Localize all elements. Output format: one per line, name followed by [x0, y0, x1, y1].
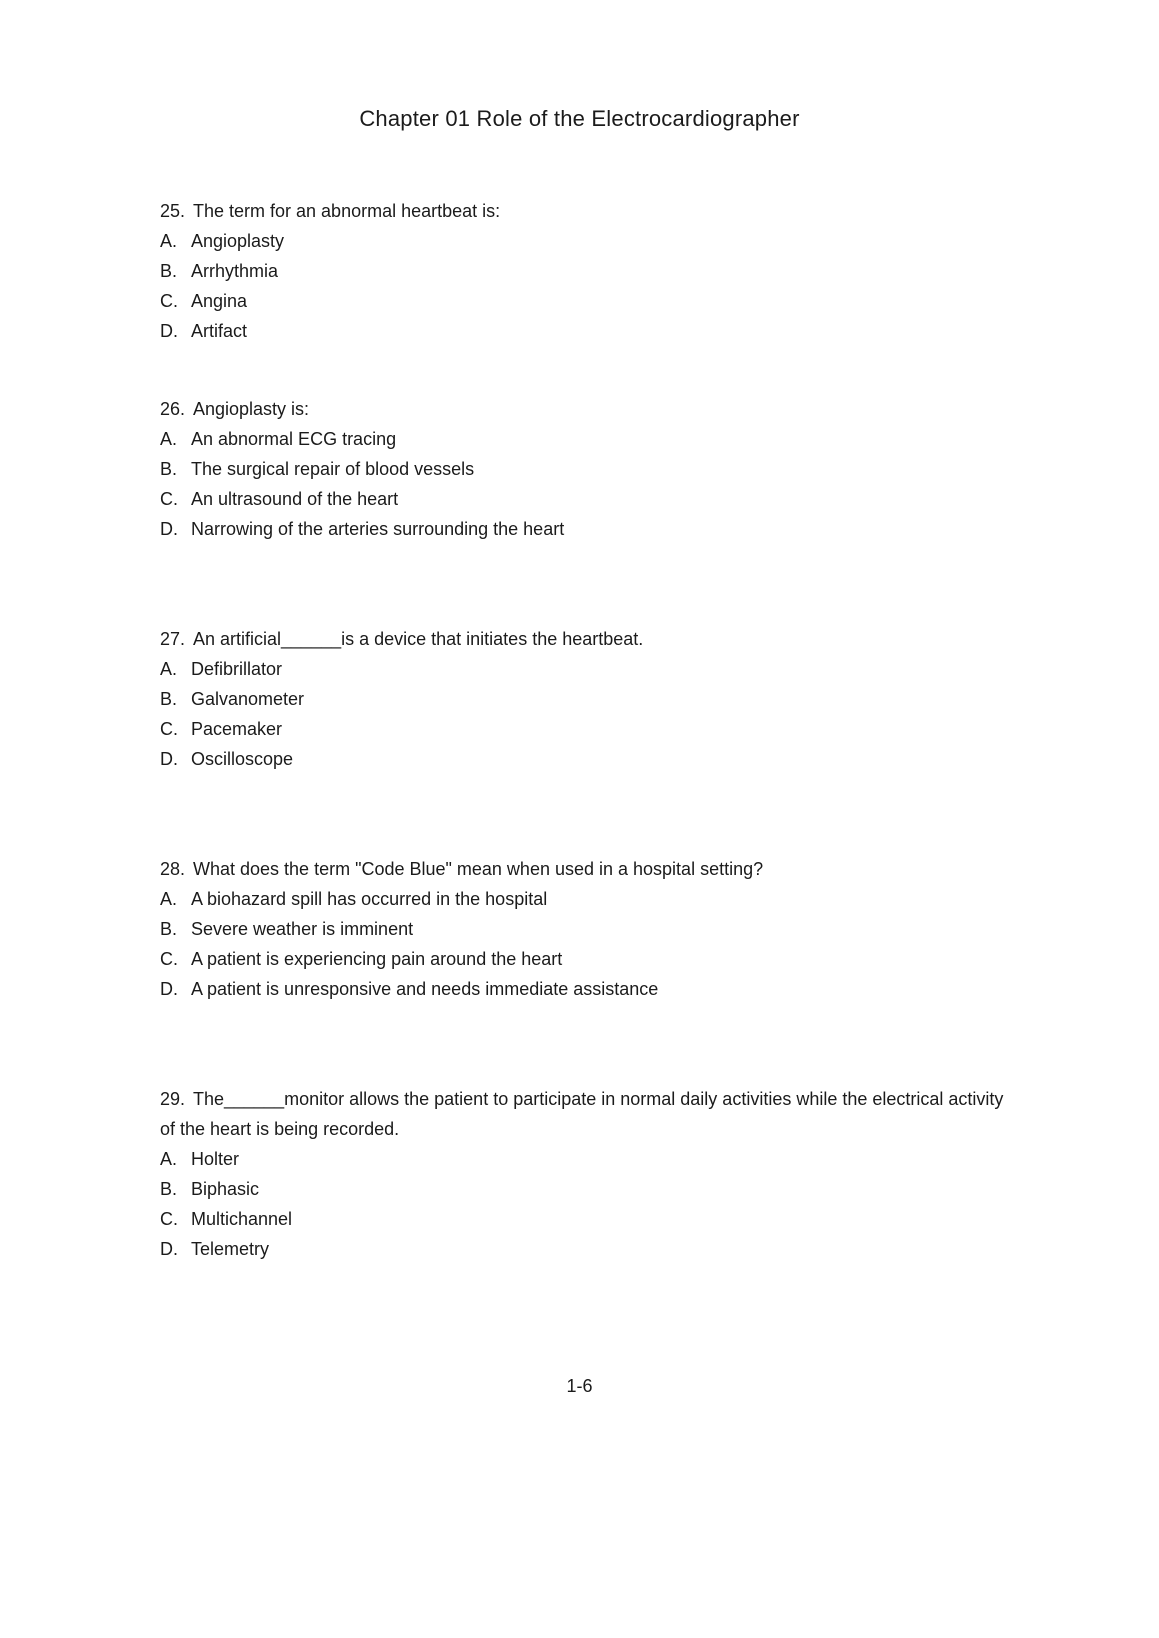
option-text: Angioplasty: [191, 231, 285, 251]
option-label: C.: [160, 489, 178, 509]
option-label: A.: [160, 659, 178, 679]
answer-option: [160, 914, 1005, 944]
option-label: C.: [160, 1209, 178, 1229]
question-number: 25.: [160, 201, 186, 221]
option-text: Galvanometer: [191, 689, 305, 709]
option-text: A biohazard spill has occurred in the hospital: [191, 889, 548, 909]
answer-option: [160, 744, 1005, 774]
option-label: D.: [160, 1239, 178, 1259]
answer-option: [160, 654, 1005, 684]
option-text: Defibrillator: [191, 659, 283, 679]
option-label: C.: [160, 719, 178, 739]
option-text: An abnormal ECG tracing: [191, 429, 397, 449]
question-text: The______monitor allows the patient to participate in normal daily activities while the electrical activity of the heart is being recorded.: [160, 1089, 1004, 1139]
answer-option: [160, 974, 1005, 1004]
answer-option: [160, 424, 1005, 454]
option-label: B.: [160, 1179, 178, 1199]
option-label: A.: [160, 1149, 178, 1169]
answer-option: [160, 714, 1005, 744]
option-label: D.: [160, 519, 178, 539]
option-text: Severe weather is imminent: [191, 919, 414, 939]
option-text: Arrhythmia: [191, 261, 279, 281]
answer-option: [160, 1204, 1005, 1234]
answer-option: [160, 684, 1005, 714]
question-28: [160, 854, 1005, 1004]
question-text: An artificial______is a device that initiates the heartbeat.: [193, 629, 644, 649]
option-label: B.: [160, 919, 178, 939]
option-text: The surgical repair of blood vessels: [191, 459, 475, 479]
question-text-line: [160, 624, 1005, 654]
option-label: B.: [160, 459, 178, 479]
answer-option: [160, 484, 1005, 514]
option-label: D.: [160, 979, 178, 999]
question-number: 29.: [160, 1089, 186, 1109]
question-text-line: [160, 394, 1005, 424]
question-number: 27.: [160, 629, 186, 649]
question-25: [160, 196, 1005, 346]
option-label: A.: [160, 429, 178, 449]
option-text: Holter: [191, 1149, 240, 1169]
question-text-line: [160, 196, 1005, 226]
option-label: A.: [160, 889, 178, 909]
questions-list: [160, 196, 1005, 1344]
answer-option: [160, 884, 1005, 914]
option-text: Angina: [191, 291, 248, 311]
option-label: C.: [160, 291, 178, 311]
question-text: What does the term "Code Blue" mean when used in a hospital setting?: [193, 859, 764, 879]
answer-option: [160, 944, 1005, 974]
option-text: Narrowing of the arteries surrounding the heart: [191, 519, 565, 539]
question-text: The term for an abnormal heartbeat is:: [193, 201, 501, 221]
option-text: Multichannel: [191, 1209, 293, 1229]
answer-option: [160, 1174, 1005, 1204]
option-label: A.: [160, 231, 178, 251]
option-text: Biphasic: [191, 1179, 260, 1199]
answer-option: [160, 226, 1005, 256]
page-title: Chapter 01 Role of the Electrocardiographer: [359, 106, 800, 131]
question-number: 26.: [160, 399, 186, 419]
option-label: B.: [160, 689, 178, 709]
answer-option: [160, 256, 1005, 286]
answer-option: [160, 316, 1005, 346]
option-text: A patient is unresponsive and needs immediate assistance: [191, 979, 659, 999]
option-label: B.: [160, 261, 178, 281]
option-text: Artifact: [191, 321, 248, 341]
question-29: [160, 1084, 1005, 1264]
option-text: An ultrasound of the heart: [191, 489, 399, 509]
answer-option: [160, 514, 1005, 544]
option-label: C.: [160, 949, 178, 969]
answer-option: [160, 1144, 1005, 1174]
answer-option: [160, 454, 1005, 484]
question-text-line: [160, 1084, 1005, 1144]
option-text: Pacemaker: [191, 719, 283, 739]
question-text: Angioplasty is:: [193, 399, 310, 419]
question-text-line: [160, 854, 1005, 884]
option-label: D.: [160, 749, 178, 769]
option-text: Telemetry: [191, 1239, 270, 1259]
answer-option: [160, 286, 1005, 316]
page-number: 1-6: [566, 1376, 593, 1396]
question-26: [160, 394, 1005, 544]
option-label: D.: [160, 321, 178, 341]
question-number: 28.: [160, 859, 186, 879]
question-27: [160, 624, 1005, 774]
option-text: Oscilloscope: [191, 749, 294, 769]
answer-option: [160, 1234, 1005, 1264]
option-text: A patient is experiencing pain around the heart: [191, 949, 563, 969]
